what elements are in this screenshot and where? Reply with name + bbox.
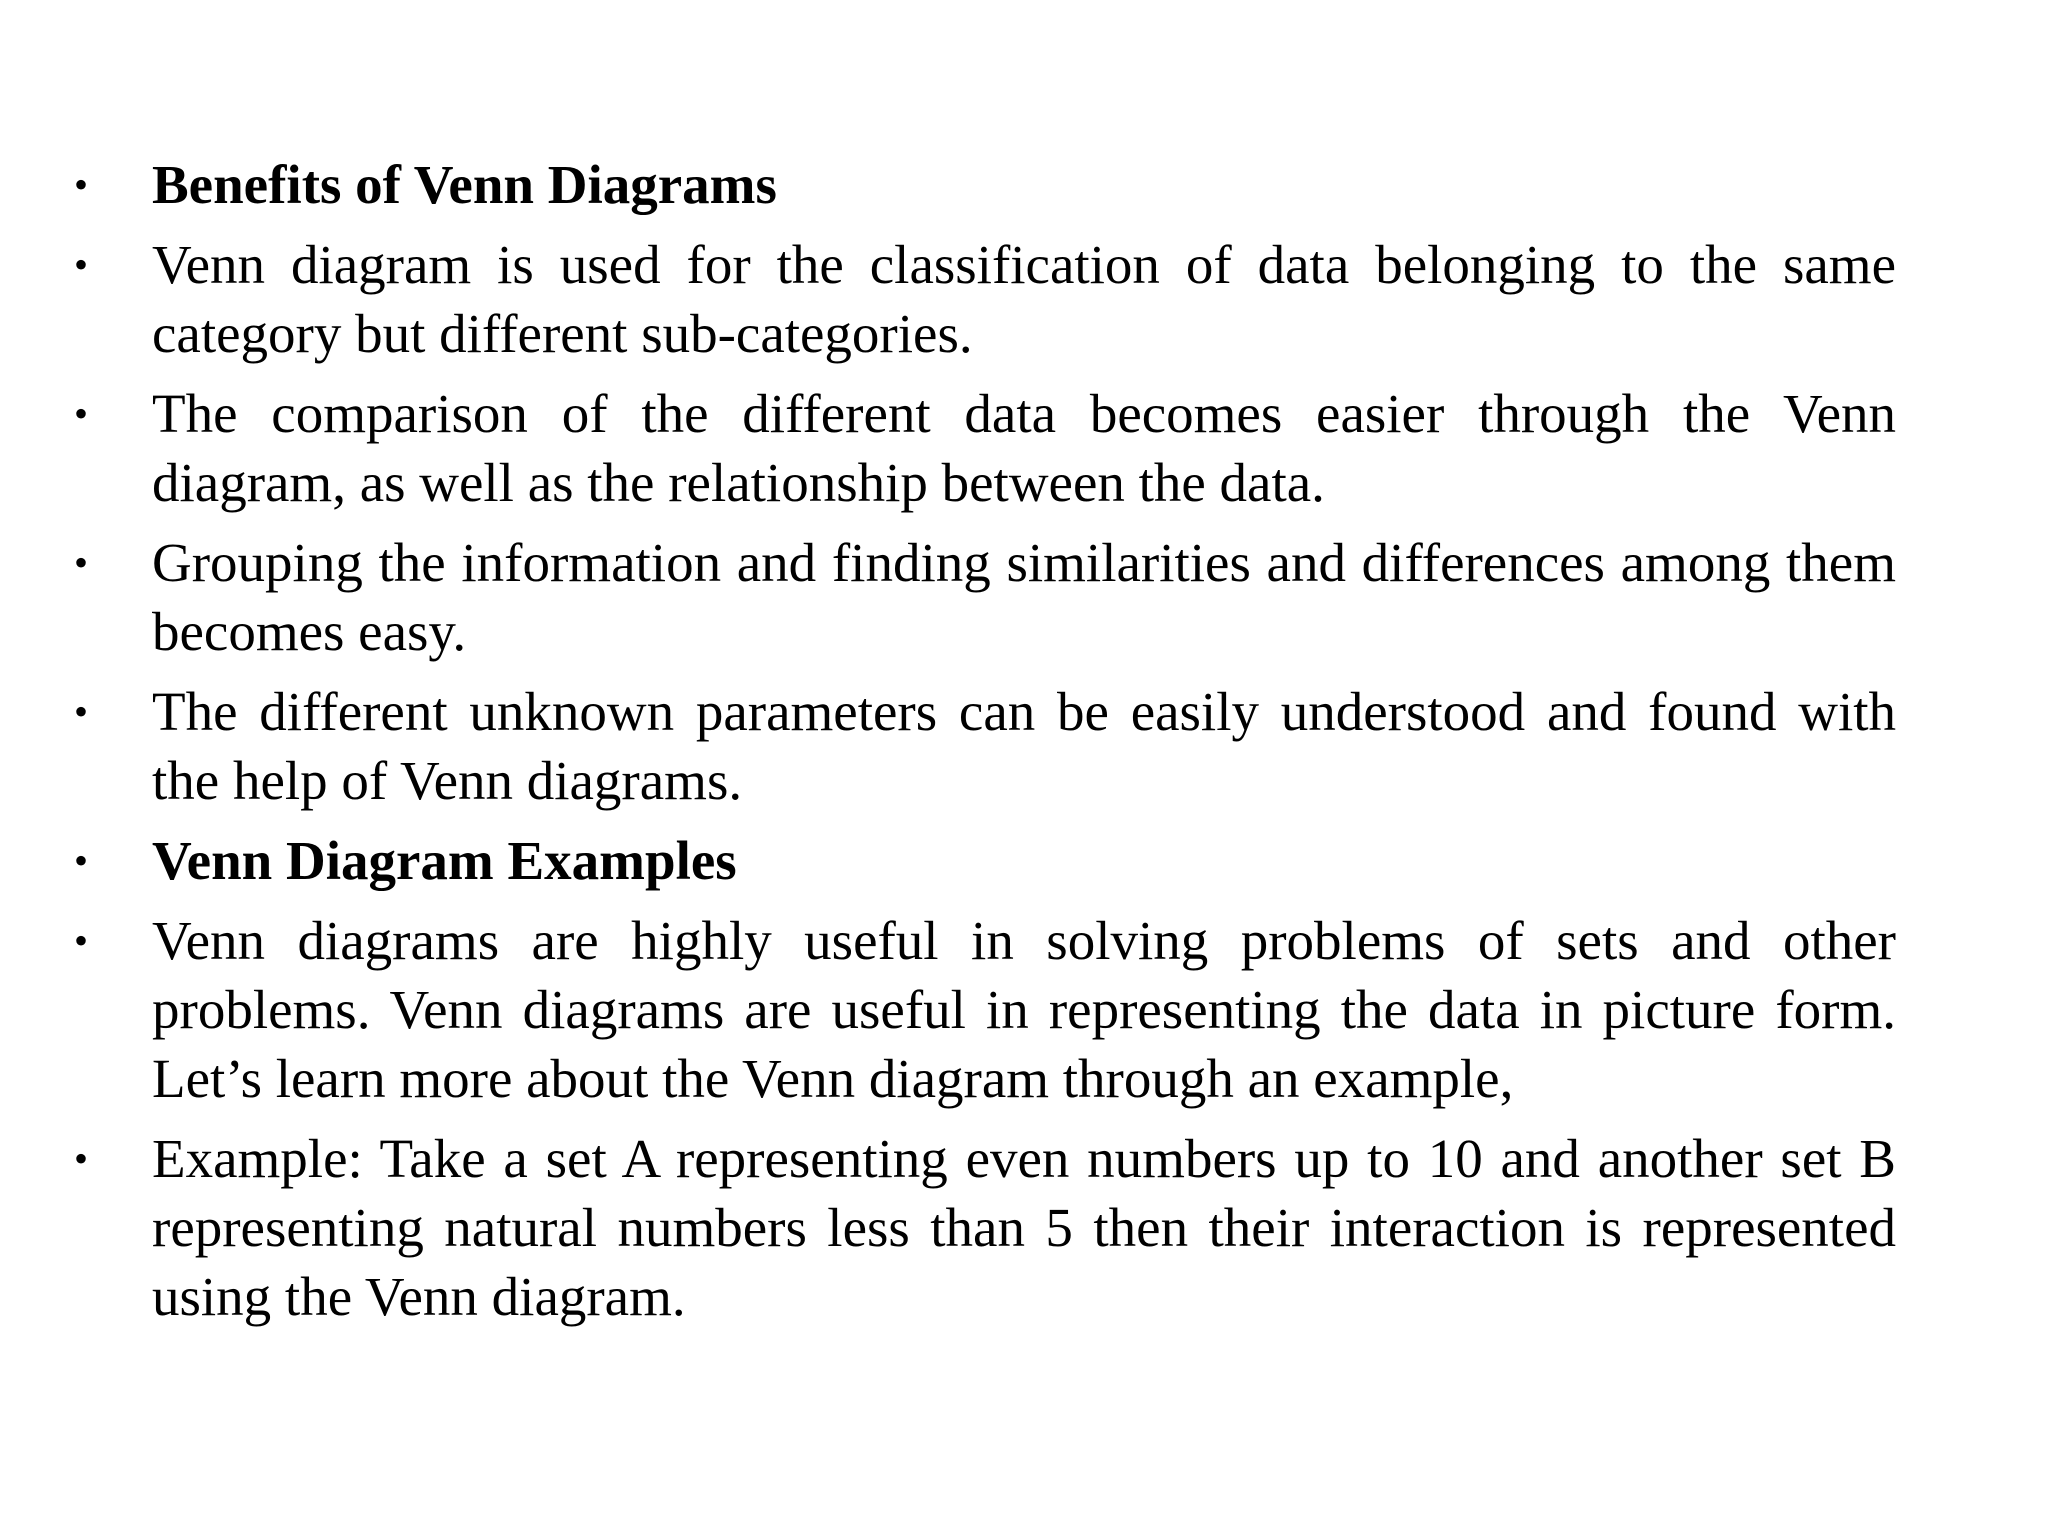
- bullet-text: Example: Take a set A representing even numbers up to 10 and another set B representing natural numbers less than 5 then their interaction is represented using the Venn diagram.: [152, 1128, 1896, 1327]
- bullet-list: [66, 150, 1896, 1342]
- bullet-icon: •: [73, 242, 88, 287]
- bullet-icon: •: [73, 391, 88, 436]
- bullet-icon: •: [73, 540, 88, 585]
- bullet-text: The comparison of the different data becomes easier through the Venn diagram, as well as the relationship between the data.: [152, 383, 1896, 513]
- bullet-item-benefits-heading: [66, 150, 1896, 219]
- bullet-icon: •: [73, 918, 88, 963]
- bullet-item-example: [66, 1124, 1896, 1331]
- bullet-text: Venn diagram is used for the classification of data belonging to the same category but different sub-categories.: [152, 234, 1896, 364]
- section-heading: Venn Diagram Examples: [152, 830, 737, 891]
- bullet-icon: •: [73, 1136, 88, 1181]
- bullet-item-classification: [66, 230, 1896, 368]
- bullet-item-comparison: [66, 379, 1896, 517]
- bullet-text: Venn diagrams are highly useful in solving problems of sets and other problems. Venn diagrams are useful in representing the data in picture form. Let’s learn more about the Venn diagram through an example,: [152, 910, 1896, 1109]
- bullet-text: Grouping the information and finding similarities and differences among them becomes easy.: [152, 532, 1896, 662]
- bullet-icon: •: [73, 689, 88, 734]
- bullet-text: The different unknown parameters can be easily understood and found with the help of Venn diagrams.: [152, 681, 1896, 811]
- bullet-icon: •: [73, 838, 88, 883]
- bullet-item-usefulness: [66, 906, 1896, 1113]
- section-heading: Benefits of Venn Diagrams: [152, 154, 777, 215]
- bullet-item-parameters: [66, 677, 1896, 815]
- bullet-icon: •: [73, 162, 88, 207]
- bullet-item-examples-heading: [66, 826, 1896, 895]
- bullet-item-grouping: [66, 528, 1896, 666]
